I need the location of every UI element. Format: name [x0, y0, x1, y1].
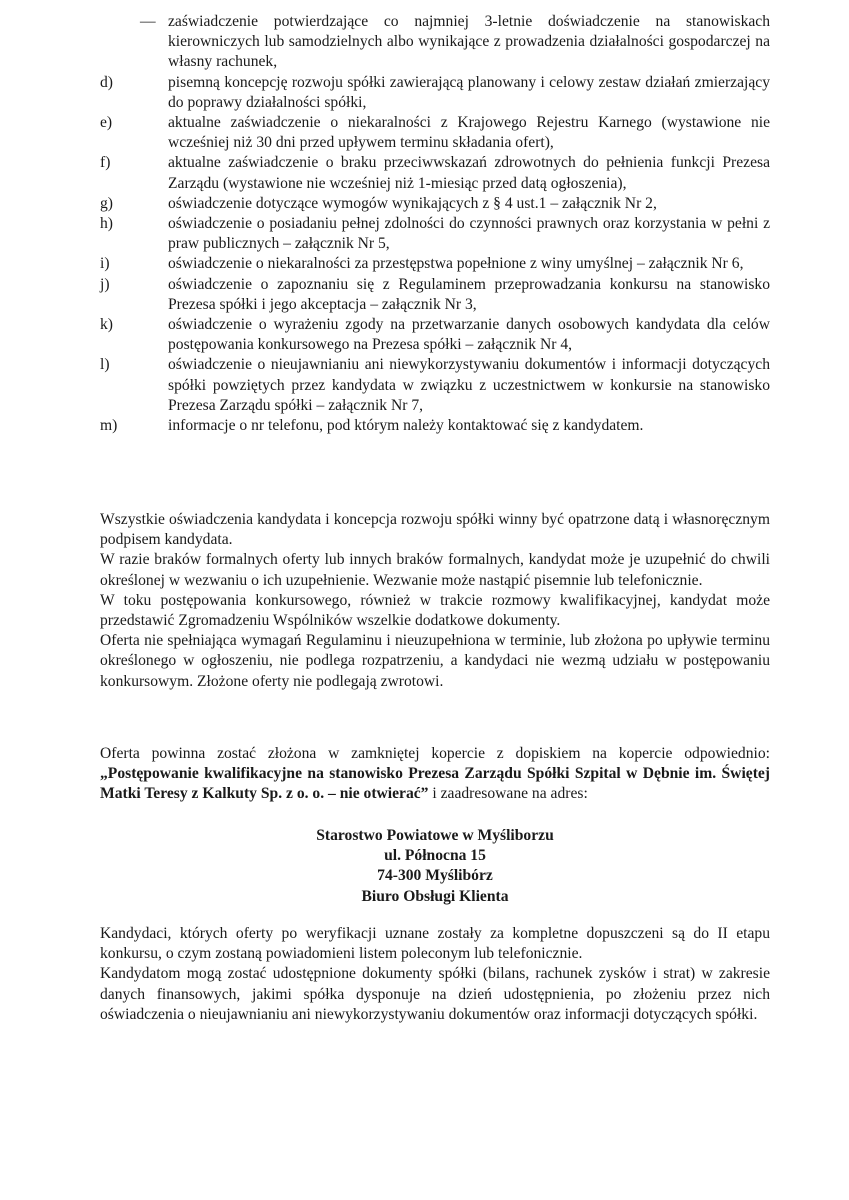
list-item-text: zaświadczenie potwierdzające co najmniej 3-letnie doświadczenie na stanowiskach kierowniczych lub samodzielnych albo wynikające z prowadzenia działalności gospodarczej na własny rachunek, — [168, 13, 770, 71]
list-item-text: oświadczenie o nieujawnianiu ani niewykorzystywaniu dokumentów i informacji dotyczących spółki powziętych przez kandydata w związku z uczestnictwem w konkursie na stanowisko Prezesa Zarządu spółki – załącznik Nr 7, — [168, 356, 770, 414]
paragraph: Kandydatom mogą zostać udostępnione dokumenty spółki (bilans, rachunek zysków i strat) w zakresie danych finansowych, jakimi spółka dysponuje na dzień udostępnienia, po złożeniu przez nich oświadczenia o nieujawnianiu ani niewykorzystywaniu dokumentów oraz informacji dotyczących spółki. — [100, 965, 770, 1023]
list-item-text: pisemną koncepcję rozwoju spółki zawierającą planowany i celowy zestaw działań zmierzający do poprawy działalności spółki, — [168, 73, 770, 111]
submission-rules — [100, 510, 770, 692]
list-item-text: aktualne zaświadczenie o braku przeciwwskazań zdrowotnych do pełnienia funkcji Prezesa Zarządu (wystawione nie wcześniej niż 1-miesiąc przed datą ogłoszenia), — [168, 154, 770, 192]
submission-intro: Oferta powinna zostać złożona w zamkniętej kopercie z dopiskiem na kopercie odpowiednio: — [100, 745, 770, 762]
list-marker: — — [140, 13, 156, 30]
list-item — [100, 194, 770, 214]
submission-instructions — [100, 744, 770, 805]
paragraph — [100, 744, 770, 805]
list-item-text: oświadczenie o zapoznaniu się z Regulaminem przeprowadzania konkursu na stanowisko Prezesa spółki i jego akceptacja – załącznik Nr 3, — [168, 275, 770, 313]
list-item-text: oświadczenie o posiadaniu pełnej zdolności do czynności prawnych oraz korzystania w pełni z praw publicznych – załącznik Nr 5, — [168, 215, 770, 253]
list-marker: f) — [100, 154, 111, 172]
address-line: Biuro Obsługi Klienta — [361, 887, 509, 905]
list-item — [100, 113, 770, 153]
list-marker: k) — [100, 316, 113, 334]
list-item-text: informacje o nr telefonu, pod którym należy kontaktować się z kandydatem. — [168, 417, 644, 435]
list-item-text: oświadczenie dotyczące wymogów wynikających z § 4 ust.1 – załącznik Nr 2, — [168, 194, 657, 212]
list-marker: m) — [100, 417, 118, 435]
list-item — [100, 214, 770, 254]
list-item-text: aktualne zaświadczenie o niekaralności z Krajowego Rejestru Karnego (wystawione nie wcześniej niż 30 dni przed upływem terminu składania ofert), — [168, 114, 770, 152]
list-marker: i) — [100, 255, 110, 273]
list-item-text: oświadczenie o wyrażeniu zgody na przetwarzanie danych osobowych kandydata dla celów postępowania konkursowego na Prezesa spółki – załącznik Nr 4, — [168, 316, 770, 354]
list-marker: j) — [100, 275, 110, 293]
list-item — [100, 254, 770, 274]
paragraph: W razie braków formalnych oferty lub innych braków formalnych, kandydat może je uzupełnić do chwili określonej w wezwaniu o ich uzupełnienie. Wezwanie może nastąpić pisemnie lub telefonicznie. — [100, 551, 770, 589]
list-marker: h) — [100, 215, 113, 233]
paragraph: W toku postępowania konkursowego, również w trakcie rozmowy kwalifikacyjnej, kandydat może przedstawić Zgromadzeniu Wspólników wszelkie dodatkowe dokumenty. — [100, 591, 770, 630]
qualification-info — [100, 924, 770, 1025]
list-item — [100, 73, 770, 113]
paragraph: Wszystkie oświadczenia kandydata i koncepcja rozwoju spółki winny być opatrzone datą i własnoręcznym podpisem kandydata. — [100, 511, 770, 549]
list-item — [100, 275, 770, 315]
list-item-text: oświadczenie o niekaralności za przestępstwa popełnione z winy umyślnej – załącznik Nr 6, — [168, 255, 744, 273]
list-marker: d) — [100, 73, 113, 91]
list-marker: g) — [100, 194, 113, 212]
list-item — [100, 315, 770, 355]
submission-outro: i zaadresowane na adres: — [428, 785, 588, 803]
list-item — [100, 153, 770, 193]
paragraph: Oferta nie spełniająca wymagań Regulaminu i nieuzupełniona w terminie, lub złożona po upływie terminu określonego w ogłoszeniu, nie podlega rozpatrzeniu, a kandydaci nie wezmą udziału w postępowaniu konkursowym. Złożone oferty nie podlegają zwrotowi. — [100, 632, 770, 690]
address-line: Starostwo Powiatowe w Myśliborzu — [316, 827, 554, 844]
address-line: ul. Północna 15 — [384, 847, 486, 865]
list-item — [100, 355, 770, 416]
paragraph: Kandydaci, których oferty po weryfikacji uznane zostały za kompletne dopuszczeni są do II etapu konkursu, o czym zostaną powiadomieni listem poleconym lub telefonicznie. — [100, 925, 770, 963]
envelope-label: „Postępowanie kwalifikacyjne na stanowisko Prezesa Zarządu Spółki Szpital w Dębnie im. Świętej Matki Teresy z Kalkuty Sp. z o. o. – nie otwierać” — [100, 765, 770, 803]
list-marker: l) — [100, 356, 110, 374]
address-block — [100, 826, 770, 907]
address-line: 74-300 Myślibórz — [377, 867, 493, 885]
requirements-list — [100, 12, 770, 436]
list-item — [100, 12, 770, 73]
list-item — [100, 416, 770, 436]
list-marker: e) — [100, 114, 113, 132]
